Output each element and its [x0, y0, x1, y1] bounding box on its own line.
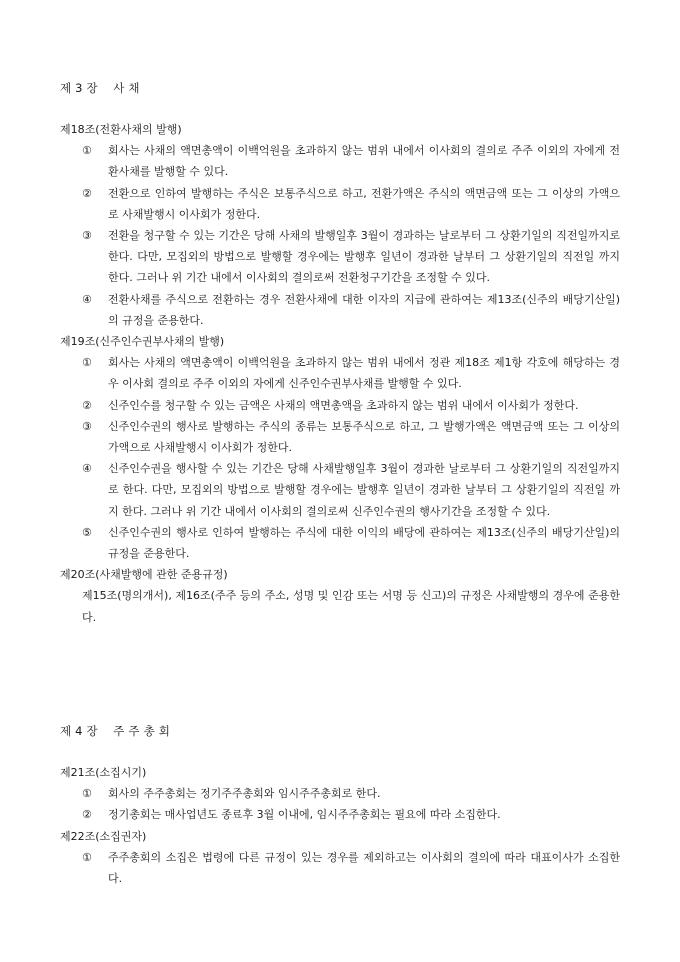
article-19-heading: 제19조(신주인수권부사채의 발행) — [60, 335, 225, 349]
article-21-item-1: ① 회사의 주주총회는 정기주주총회와 임시주주총회로 한다. — [82, 787, 381, 801]
article-19-item-1: ① 회사는 사채의 액면총액이 이백억원을 초과하지 않는 범위 내에서 정관 제18조 제1항 각호에 해당하는 경우 이사회 결의로 주주 이외의 자에게 신주인수권부사채를 발행할 수 있다. — [82, 356, 620, 391]
article-21-item-2: ② 정기총회는 매사업년도 종료후 3월 이내에, 임시주주총회는 필요에 따라 소집한다. — [82, 808, 501, 822]
article-22-item-1: ① 주주총회의 소집은 법령에 다른 규정이 있는 경우를 제외하고는 이사회의 결의에 따라 대표이사가 소집한다. — [82, 850, 620, 886]
article-19-item-5: ⑤ 신주인수권의 행사로 인하여 발행하는 주식에 대한 이익의 배당에 관하여는 제13조(신주의 배당기산일)의 규정을 준용한다. — [82, 525, 620, 561]
article-22-heading: 제22조(소집권자) — [60, 829, 147, 843]
article-19-item-3: ③ 신주인수권의 행사로 발행하는 주식의 종류는 보통주식으로 하고, 그 발행가액은 액면금액 또는 그 이상의 가액으로 사채발행시 이사회가 정한다. — [82, 419, 620, 455]
article-18-heading: 제18조(전환사채의 발행) — [60, 123, 182, 136]
article-18-item-2: ② 전환으로 인하여 발행하는 주식은 보통주식으로 하고, 전환가액은 주식의 액면금액 또는 그 이상의 가액으로 사채발행시 이사회가 정한다. — [82, 186, 620, 221]
article-21-heading: 제21조(소집시기) — [60, 766, 147, 779]
article-19-item-4: ④ 신주인수권을 행사할 수 있는 기간은 당해 사채발행일후 3월이 경과한 날로부터 그 상환기일의 직전일까지로 한다. 다만, 모집외의 방법으로 발행할 경우에는 발행후 일년이 경과한 날부터 그 상환기일의 직전일 까지 한다. 그러나 위 기간 내에서 이사회의 결의로써 신주인수권의 행사기간을 조정할 수 있다. — [82, 462, 620, 518]
chapter-3-body — [60, 119, 620, 628]
article-18-item-1: ① 회사는 사채의 액면총액이 이백억원을 초과하지 않는 범위 내에서 이사회의 결의로 주주 이외의 자에게 전환사채를 발행할 수 있다. — [82, 144, 620, 179]
article-19-item-2: ② 신주인수를 청구할 수 있는 금액은 사채의 액면총액을 초과하지 않는 범위 내에서 이사회가 정한다. — [82, 398, 579, 412]
chapter-4-body — [60, 762, 620, 889]
article-18-item-4: ④ 전환사채를 주식으로 전환하는 경우 전환사채에 대한 이자의 지급에 관하여는 제13조(신주의 배당기산일)의 규정을 준용한다. — [82, 292, 620, 327]
article-20-heading: 제20조(사채발행에 관한 준용규정) — [60, 568, 228, 582]
chapter-3-title: 제 3 장 사 채 — [60, 81, 140, 95]
chapter-4-title: 제 4 장 주 주 총 회 — [60, 724, 171, 738]
article-20-paragraph: 제15조(명의개서), 제16조(주주 등의 주소, 성명 및 인감 또는 서명 등 신고)의 규정은 사채발행의 경우에 준용한다. — [82, 589, 620, 624]
article-18-item-3: ③ 전환을 청구할 수 있는 기간은 당해 사채의 발행일후 3월이 경과하는 날로부터 그 상환기일의 직전일까지로 한다. 다만, 모집외의 방법으로 발행할 경우에는 발행후 일년이 경과한 날부터 그 상환기일의 직전일 까지 한다. 그러나 위 기간 내에서 이사회의 결의로써 전환청구기간을 조정할 수 있다. — [82, 229, 620, 285]
